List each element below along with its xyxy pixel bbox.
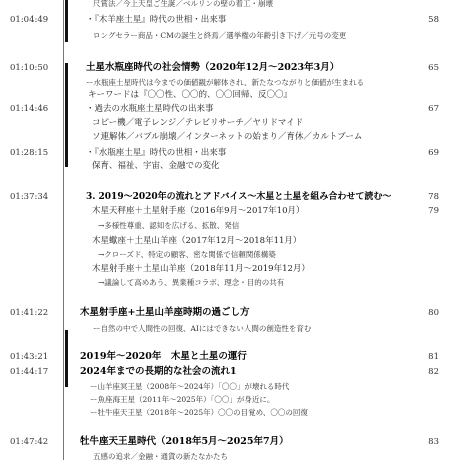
toc-heading: 木星射手座+土星山羊座時期の過ごし方 bbox=[80, 307, 250, 318]
toc-page-number: 82 bbox=[428, 367, 439, 377]
toc-page-number: 80 bbox=[428, 308, 439, 318]
toc-timestamp[interactable]: 01:37:34 bbox=[10, 192, 49, 202]
toc-entry-detail: ー自然の中で人間性の回復、AIにはできない人間の創造性を育む bbox=[93, 324, 312, 333]
section-bar bbox=[65, 330, 68, 387]
toc-entry-detail: ー魚座海王星（2011年〜2025年）「〇〇」が身近に。 bbox=[90, 395, 275, 404]
toc-entry-detail: 尺賞法／今上天皇ご生誕／ベルリンの壁の着工・崩壊 bbox=[93, 0, 273, 8]
toc-entry-detail: キーワードは『〇〇性、〇〇的、〇〇回帰、反〇〇』 bbox=[88, 90, 293, 100]
timestamp-divider bbox=[63, 0, 64, 460]
toc-entry-detail: 保育、福祉、宇宙、金融での変化 bbox=[92, 161, 220, 171]
toc-entry-detail: →多様性尊重、認知を広げる、拡散、発信 bbox=[98, 221, 240, 230]
toc-heading: 土星水瓶座時代の社会情勢（2020年12月〜2023年3月） bbox=[86, 62, 340, 73]
toc-entry: 木星射手座＋土星山羊座（2018年11月〜2019年12月） bbox=[92, 264, 310, 274]
toc-entry: 木星蠍座＋土星山羊座（2017年12月〜2018年11月） bbox=[92, 236, 302, 246]
toc-heading: 3. 2019〜2020年の流れとアドバイス〜木星と土星を組み合わせて読む〜 bbox=[86, 192, 392, 202]
toc-entry-detail: →クローズド、特定の顧客、密な関係で信頼関係構築 bbox=[98, 250, 276, 259]
toc-entry-detail: 五感の追求／金融・通貨の新たなかたち bbox=[93, 452, 228, 461]
toc-entry-detail: ロングセラー商品・CMの誕生と終焉／選挙権の年齢引き下げ／元号の変更 bbox=[93, 31, 347, 40]
toc-page-number: 79 bbox=[428, 206, 439, 216]
toc-heading: 牡牛座天王星時代（2018年5月〜2025年7月） bbox=[80, 436, 289, 447]
toc-entry: ・『木羊座土星』時代の世相・出来事 bbox=[86, 15, 227, 25]
toc-entry-detail: ー牡牛座天王星（2018年〜2025年）〇〇の目覚め、〇〇の回復 bbox=[90, 408, 308, 417]
toc-page-number: 65 bbox=[428, 63, 439, 73]
toc-page-number: 69 bbox=[428, 148, 439, 158]
section-bar bbox=[65, 63, 68, 167]
toc-entry-detail: コピー機／電子レンジ／テレビリサーチ／ヤリドマイド bbox=[92, 118, 304, 128]
toc-heading: 2024年までの長期的な社会の流れ1 bbox=[80, 366, 237, 377]
toc-timestamp[interactable]: 01:14:46 bbox=[10, 104, 49, 114]
toc-page-number: 78 bbox=[428, 192, 439, 202]
toc-page-number: 67 bbox=[428, 104, 439, 114]
toc-page-number: 81 bbox=[428, 352, 439, 362]
toc-entry: ・『水瓶座土星』時代の世相・出来事 bbox=[86, 148, 227, 158]
toc-timestamp[interactable]: 01:44:17 bbox=[10, 367, 49, 377]
toc-entry: ・過去の水瓶座土星時代の出来事 bbox=[86, 104, 214, 114]
toc-entry-detail: →議論して高めあう、異業種コラボ、理念・目的の共有 bbox=[98, 278, 285, 287]
toc-entry: 木星天秤座＋土星射手座（2016年9月〜2017年10月） bbox=[92, 206, 305, 216]
toc-timestamp[interactable]: 01:04:49 bbox=[10, 15, 49, 25]
toc-heading: 2019年〜2020年 木星と土星の運行 bbox=[80, 351, 247, 362]
toc-entry-detail: ー山羊座冥王星（2008年〜2024年）「〇〇」が壊れる時代 bbox=[90, 382, 290, 391]
toc-entry-detail: ー水瓶座土星時代は今までの価値観が解体され、新たなつながりと価値が生まれる bbox=[86, 78, 364, 87]
toc-page-number: 83 bbox=[428, 437, 439, 447]
toc-timestamp[interactable]: 01:10:50 bbox=[10, 63, 49, 73]
toc-timestamp[interactable]: 01:43:21 bbox=[10, 352, 49, 362]
toc-timestamp[interactable]: 01:47:42 bbox=[10, 437, 49, 447]
section-bar bbox=[65, 0, 68, 42]
toc-entry-detail: ソ連解体／バブル崩壊／インターネットの始まり／育休／カルトブーム bbox=[92, 132, 363, 142]
toc-timestamp[interactable]: 01:41:22 bbox=[10, 308, 49, 318]
toc-page-number: 58 bbox=[428, 15, 439, 25]
toc-timestamp[interactable]: 01:28:15 bbox=[10, 148, 49, 158]
